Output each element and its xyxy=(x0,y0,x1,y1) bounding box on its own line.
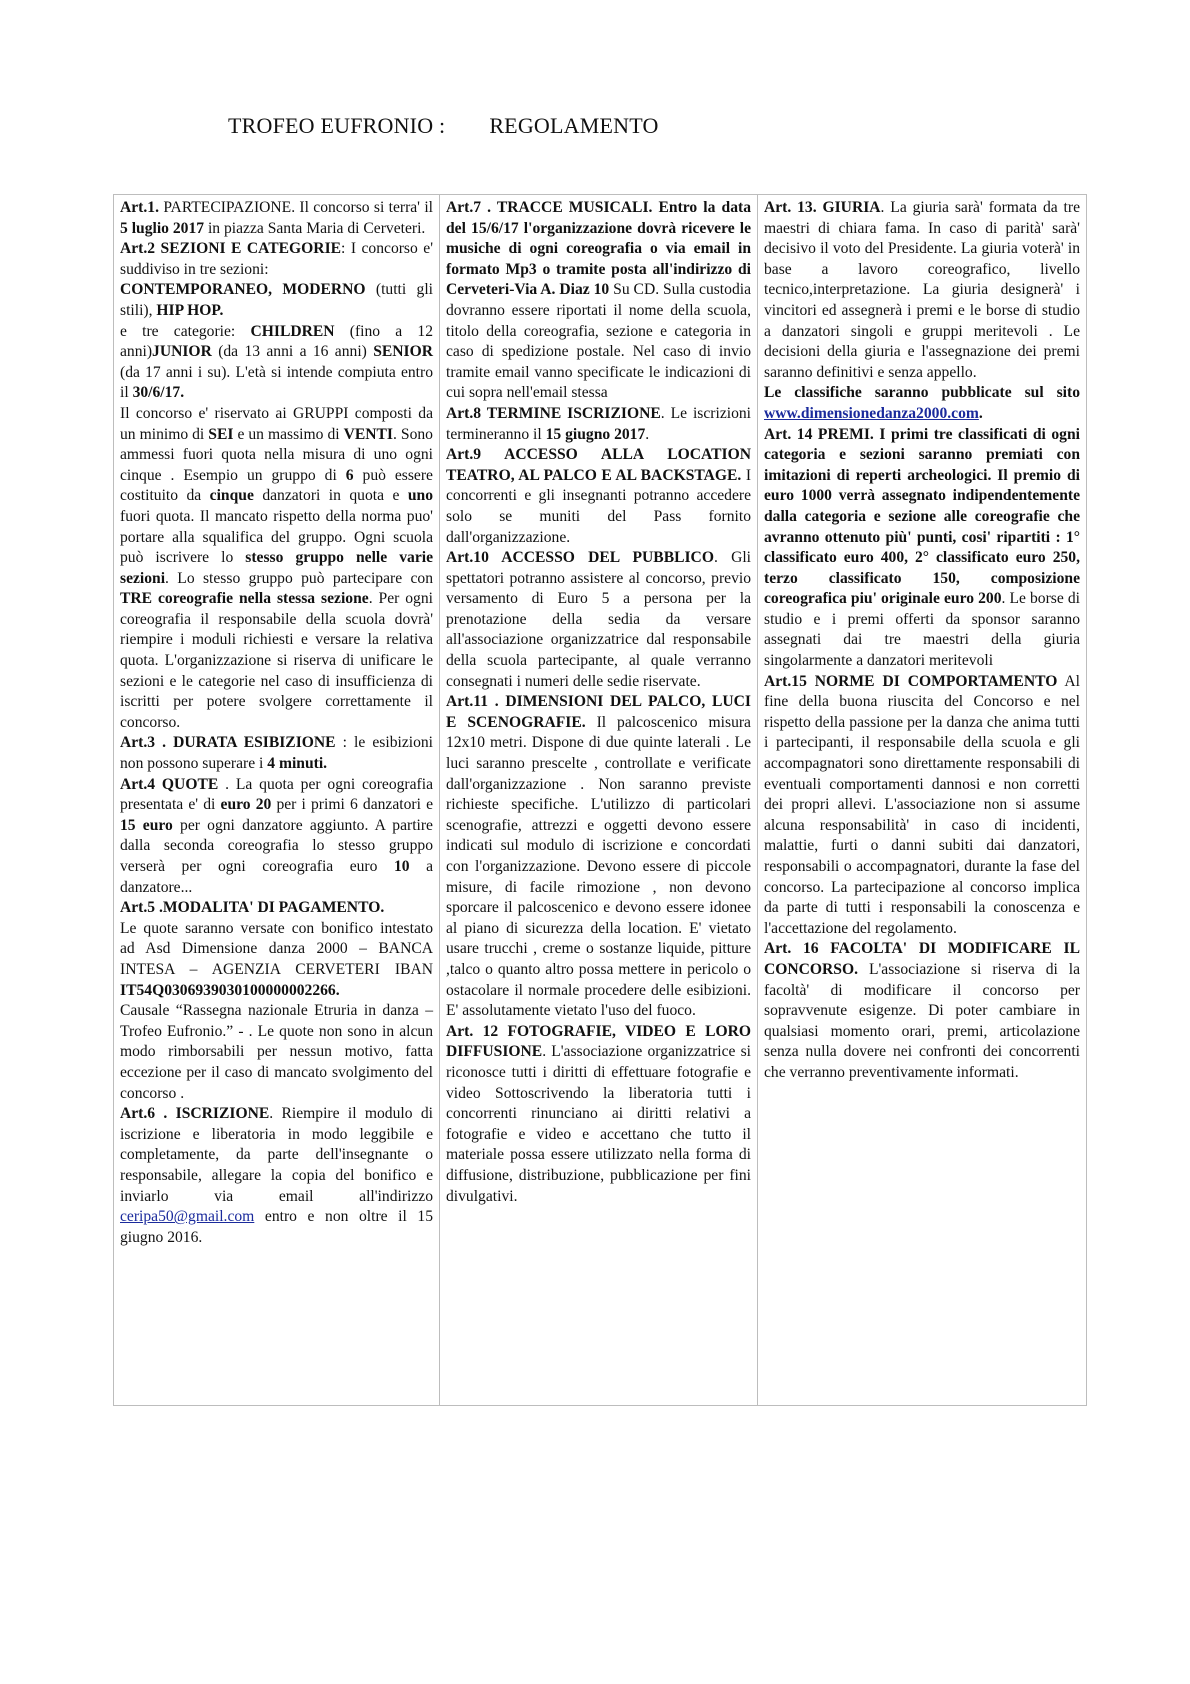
article-14: Art. 14 PREMI. I primi tre classificati di ogni categoria e sezioni saranno premiati con imitazioni di reperti archeologici. Il premio di euro 1000 verrà assegnato indipendentemente dalla categoria e sezione alle coreografie che avranno ottenuto più' punti, cosi' ripartiti : 1° classificato euro 400, 2° classificato euro 250, terzo classificato 150, composizione coreografica piu' originale euro 200. Le borse di studio e i premi offerti da sponsor saranno assegnati dai tre maestri della giuria singolarmente a danzatori meritevoli xyxy=(764,425,1080,670)
article-heading: Art. 16 FACOLTA' DI MODIFICARE IL CONCORSO. xyxy=(764,940,1080,978)
column-right xyxy=(758,195,1087,1406)
article-11: Art.11 . DIMENSIONI DEL PALCO, LUCI E SCENOGRAFIE. Il palcoscenico misura 12x10 metri. Dispone di due quinte laterali . Le luci saranno prescelte , controllate e verificate dall'organizzazione . Non saranno previste richieste specifiche. L'utilizzo di particolari scenografie, attrezzi e oggetti devono essere indicati sul modulo di iscrizione e concordati con l'organizzazione. Devono essere di piccole misure, di facile rimozione , non devono sporcare il palcoscenico e devono essere idonee al piano di sicurezza della location. E' vietato usare trucchi , creme o sostanze liquide, pitture ,talco o quanto altro possa mettere in pericolo o ostacolare il normale procedere delle esibizioni. E' assolutamente vietato l'uso del fuoco. xyxy=(446,693,751,1020)
article-heading: Art.2 SEZIONI E CATEGORIE xyxy=(120,240,342,258)
article-heading: Art.15 NORME DI COMPORTAMENTO xyxy=(764,672,1058,690)
article-heading: Art. 13. GIURIA xyxy=(764,199,881,216)
article-10: Art.10 ACCESSO DEL PUBBLICO. Gli spettatori potranno assistere al concorso, previo versamento di Euro 5 a persona per la prenotazione della sedia da versare all'associazione organizzatrice dal responsabile della scuola partecipante, al quale verranno consegnati i numeri delle sedie riservate. xyxy=(446,549,751,690)
article-heading: Art.11 . DIMENSIONI DEL PALCO, LUCI E SCENOGRAFIE. xyxy=(446,693,751,731)
article-3: Art.3 . DURATA ESIBIZIONE : le esibizioni non possono superare i 4 minuti. xyxy=(120,734,434,773)
article-heading: Art.9 ACCESSO ALLA LOCATION TEATRO, AL PALCO E AL BACKSTAGE. xyxy=(446,446,751,484)
column-left xyxy=(114,195,440,1406)
article-heading: Art.1. xyxy=(120,199,159,216)
regulations-table xyxy=(113,194,1087,1406)
article-heading: Art.7 . TRACCE MUSICALI. xyxy=(446,199,653,216)
title-left: TROFEO EUFRONIO : xyxy=(228,113,446,138)
article-9: Art.9 ACCESSO ALLA LOCATION TEATRO, AL PALCO E AL BACKSTAGE. I concorrenti e gli insegnanti potranno accedere solo se muniti del Pass fornito dall'organizzazione. xyxy=(446,446,752,546)
article-heading: Art. 14 PREMI. xyxy=(764,425,874,443)
article-heading: Art.4 QUOTE xyxy=(120,775,219,793)
article-heading: Art.3 . DURATA ESIBIZIONE xyxy=(120,734,336,752)
article-heading: Art.8 TERMINE ISCRIZIONE xyxy=(446,404,661,422)
page-title xyxy=(228,113,659,139)
article-13: Art. 13. GIURIA. La giuria sarà' formata da tre maestri di chiara fama. In caso di parità' sarà' decisivo il voto del Presidente. La giuria voterà' in base a lavoro coreografico, livello tecnico,interpretazione. La giuria designerà' i vincitori ed assegnerà i premi e le borse di studio a danzatori singoli e gruppi meritevoli . Le decisioni della giuria e l'assegnazione dei premi saranno definitivi e senza appello. Le classifiche saranno pubblicate sul sito www.dimensionedanza2000.com. xyxy=(764,199,1080,422)
article-heading: Art.10 ACCESSO DEL PUBBLICO xyxy=(446,549,714,567)
email-link[interactable]: ceripa50@gmail.com xyxy=(120,1208,255,1226)
column-middle xyxy=(440,195,758,1406)
table-row xyxy=(114,195,1087,1406)
article-5: Art.5 .MODALITA' DI PAGAMENTO. Le quote saranno versate con bonifico intestato ad Asd Dimensione danza 2000 – BANCA INTESA – AGENZIA CERVETERI IBAN IT54Q0306939030100000002266. Causale “Rassegna nazionale Etruria in danza – Trofeo Eufronio.” - . Le quote non sono in alcun modo rimborsabili per nessun motivo, fatta eccezione per il caso di mancato svolgimento del concorso . xyxy=(120,899,433,1102)
article-heading: Art. 12 FOTOGRAFIE, VIDEO E LORO DIFFUSIONE xyxy=(446,1022,751,1061)
article-6: Art.6 . ISCRIZIONE. Riempire il modulo di iscrizione e liberatoria in modo leggibile e completamente, da parte dell'insegnante o responsabile, allegare la copia del bonifico e inviarlo via email all'indirizzo ceripa50@gmail.com entro e non oltre il 15 giugno 2016. xyxy=(120,1105,433,1246)
article-16: Art. 16 FACOLTA' DI MODIFICARE IL CONCORSO. L'associazione si riserva di la facoltà' di modificare il concorso per sopravvenute esigenze. Di poter cambiare in qualsiasi momento orari, premi, articolazione senza nulla dovere nei confronti dei concorrenti che verranno preventivamente informati. xyxy=(764,940,1081,1081)
article-8: Art.8 TERMINE ISCRIZIONE. Le iscrizioni termineranno il 15 giugno 2017. xyxy=(446,404,751,443)
article-15: Art.15 NORME DI COMPORTAMENTO Al fine della buona riuscita del Concorso e nel rispetto della passione per la danza che anima tutti i partecipanti, il responsabile della scuola e gli accompagnatori sono direttamente responsabili di eventuali comportamenti dannosi e non corretti dei propri allevi. L'associazione non si assume alcuna responsabilità' in caso di incidenti, malattie, furti o danni subiti dai danzatori, responsabili o accompagnatori, durante la fase del concorso. La partecipazione al concorso implica da parte di tutti i responsabili la conoscenza e l'accettazione del regolamento. xyxy=(764,672,1080,937)
article-4: Art.4 QUOTE . La quota per ogni coreografia presentata e' di euro 20 per i primi 6 danzatori e 15 euro per ogni danzatore aggiunto. A partire dalla seconda coreografia lo stesso gruppo verserà per ogni coreografia euro 10 a danzatore... xyxy=(120,775,434,896)
article-heading: Art.5 .MODALITA' DI PAGAMENTO. xyxy=(120,899,385,917)
article-1: Art.1. PARTECIPAZIONE. Il concorso si terra' il 5 luglio 2017 in piazza Santa Maria di Cerveteri. xyxy=(120,199,433,237)
title-right: REGOLAMENTO xyxy=(489,113,659,138)
article-7: Art.7 . TRACCE MUSICALI. Entro la data del 15/6/17 l'organizzazione dovrà ricevere le musiche di ogni coreografia o via email in formato Mp3 o tramite posta all'indirizzo di Cerveteri-Via A. Diaz 10 Su CD. Sulla custodia dovranno essere riportati il nome della scuola, titolo della coreografia, sezione e categoria in caso di spedizione postale. Nel caso di invio tramite email vanno specificate le indicazioni di cui sopra nell'email stessa xyxy=(446,199,751,402)
article-12: Art. 12 FOTOGRAFIE, VIDEO E LORO DIFFUSIONE. L'associazione organizzatrice si riconosce tutti i diritti di effettuare fotografie e video Sottoscrivendo la liberatoria tutti i concorrenti rinunciano ai diritti relativi a fotografie e video e accettano che tutto il materiale possa essere utilizzato nella forma di diffusione, distribuzione, pubblicazione per fini divulgativi. xyxy=(446,1022,751,1205)
website-link[interactable]: www.dimensionedanza2000.com xyxy=(764,404,979,422)
article-heading: Art.6 . ISCRIZIONE xyxy=(120,1105,270,1123)
article-2: Art.2 SEZIONI E CATEGORIE: I concorso e' suddiviso in tre sezioni: CONTEMPORANEO, MODERNO (tutti gli stili), HIP HOP. e tre categorie: CHILDREN (fino a 12 anni)JUNIOR (da 13 anni a 16 anni) SENIOR (da 17 anni i su). L'età si intende compiuta entro il 30/6/17. Il concorso e' riservato ai GRUPPI composti da un minimo di SEI e un massimo di VENTI. Sono ammessi fuori quota nella misura di uno ogni cinque . Esempio un gruppo di 6 può essere costituito da cinque danzatori in quota e uno fuori quota. Il mancato rispetto della norma puo' portare alla squalifica del gruppo. Ogni scuola può iscrivere lo stesso gruppo nelle varie sezioni. Lo stesso gruppo può partecipare con TRE coreografie nella stessa sezione. Per ogni coreografia il responsabile della scuola dovrà' riempire i moduli richiesti e versare la relativa quota. L'organizzazione si riserva di unificare le sezioni e le categorie nel caso di insufficienza di iscritti per potere svolgere correttamente il concorso. xyxy=(120,240,434,731)
